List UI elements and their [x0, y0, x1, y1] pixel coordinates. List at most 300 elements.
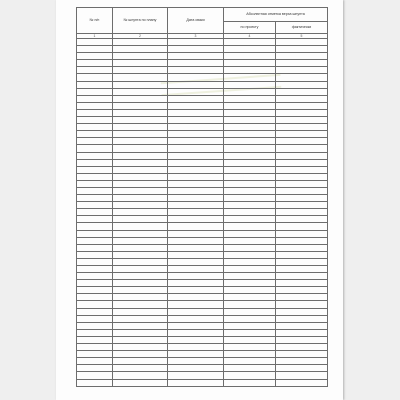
- cell-date[interactable]: [168, 81, 224, 88]
- header-by-design: по проекту: [224, 22, 276, 34]
- cell-pile-number[interactable]: [113, 301, 168, 308]
- cell-pile-number[interactable]: [113, 237, 168, 244]
- cell-by-design[interactable]: [224, 358, 276, 365]
- cell-number[interactable]: [77, 74, 113, 81]
- cell-number[interactable]: [77, 209, 113, 216]
- cell-pile-number[interactable]: [113, 365, 168, 372]
- cell-by-design[interactable]: [224, 294, 276, 301]
- table-row: [77, 209, 328, 216]
- cell-actual[interactable]: [276, 173, 328, 180]
- table-row: [77, 344, 328, 351]
- cell-by-design[interactable]: [224, 124, 276, 131]
- cell-number[interactable]: [77, 223, 113, 230]
- cell-date[interactable]: [168, 67, 224, 74]
- cell-pile-number[interactable]: [113, 131, 168, 138]
- table-row: [77, 336, 328, 343]
- table-row: [77, 216, 328, 223]
- cell-date[interactable]: [168, 216, 224, 223]
- header-elevation-group: Абсолютная отметка верха шпунта: [224, 8, 328, 22]
- cell-actual[interactable]: [276, 372, 328, 379]
- cell-by-design[interactable]: [224, 53, 276, 60]
- cell-actual[interactable]: [276, 216, 328, 223]
- cell-number[interactable]: [77, 308, 113, 315]
- cell-actual[interactable]: [276, 138, 328, 145]
- cell-by-design[interactable]: [224, 60, 276, 67]
- table-row: [77, 315, 328, 322]
- table-row: [77, 273, 328, 280]
- cell-pile-number[interactable]: [113, 294, 168, 301]
- cell-pile-number[interactable]: [113, 280, 168, 287]
- table-row: [77, 251, 328, 258]
- cell-by-design[interactable]: [224, 166, 276, 173]
- cell-date[interactable]: [168, 39, 224, 46]
- cell-actual[interactable]: [276, 244, 328, 251]
- table-row: [77, 145, 328, 152]
- cell-by-design[interactable]: [224, 351, 276, 358]
- table-row: [77, 124, 328, 131]
- cell-pile-number[interactable]: [113, 223, 168, 230]
- cell-by-design[interactable]: [224, 109, 276, 116]
- cell-date[interactable]: [168, 294, 224, 301]
- cell-by-design[interactable]: [224, 195, 276, 202]
- cell-date[interactable]: [168, 258, 224, 265]
- cell-pile-number[interactable]: [113, 46, 168, 53]
- cell-by-design[interactable]: [224, 315, 276, 322]
- cell-by-design[interactable]: [224, 173, 276, 180]
- cell-actual[interactable]: [276, 53, 328, 60]
- cell-date[interactable]: [168, 365, 224, 372]
- table-row: [77, 74, 328, 81]
- cell-date[interactable]: [168, 88, 224, 95]
- cell-by-design[interactable]: [224, 336, 276, 343]
- cell-pile-number[interactable]: [113, 159, 168, 166]
- cell-pile-number[interactable]: [113, 81, 168, 88]
- cell-by-design[interactable]: [224, 145, 276, 152]
- cell-number[interactable]: [77, 88, 113, 95]
- cell-actual[interactable]: [276, 251, 328, 258]
- cell-date[interactable]: [168, 166, 224, 173]
- cell-pile-number[interactable]: [113, 209, 168, 216]
- table-row: [77, 351, 328, 358]
- table-row: [77, 67, 328, 74]
- cell-by-design[interactable]: [224, 301, 276, 308]
- cell-by-design[interactable]: [224, 131, 276, 138]
- cell-number[interactable]: [77, 230, 113, 237]
- cell-pile-number[interactable]: [113, 145, 168, 152]
- cell-actual[interactable]: [276, 88, 328, 95]
- cell-number[interactable]: [77, 102, 113, 109]
- cell-date[interactable]: [168, 95, 224, 102]
- cell-date[interactable]: [168, 124, 224, 131]
- cell-actual[interactable]: [276, 209, 328, 216]
- table-row: [77, 195, 328, 202]
- cell-date[interactable]: [168, 53, 224, 60]
- cell-pile-number[interactable]: [113, 138, 168, 145]
- cell-date[interactable]: [168, 344, 224, 351]
- cell-by-design[interactable]: [224, 81, 276, 88]
- cell-by-design[interactable]: [224, 237, 276, 244]
- cell-date[interactable]: [168, 109, 224, 116]
- cell-actual[interactable]: [276, 152, 328, 159]
- cell-by-design[interactable]: [224, 308, 276, 315]
- cell-actual[interactable]: [276, 230, 328, 237]
- cell-actual[interactable]: [276, 131, 328, 138]
- table-row: [77, 138, 328, 145]
- cell-pile-number[interactable]: [113, 258, 168, 265]
- cell-number[interactable]: [77, 322, 113, 329]
- cell-actual[interactable]: [276, 358, 328, 365]
- header-date: Дата сваки: [168, 8, 224, 34]
- cell-number[interactable]: [77, 216, 113, 223]
- cell-date[interactable]: [168, 266, 224, 273]
- cell-actual[interactable]: [276, 102, 328, 109]
- table-row: [77, 280, 328, 287]
- cell-number[interactable]: [77, 344, 113, 351]
- table-row: [77, 117, 328, 124]
- cell-pile-number[interactable]: [113, 336, 168, 343]
- cell-actual[interactable]: [276, 39, 328, 46]
- table-row: [77, 180, 328, 187]
- cell-number[interactable]: [77, 351, 113, 358]
- cell-actual[interactable]: [276, 273, 328, 280]
- cell-pile-number[interactable]: [113, 88, 168, 95]
- cell-number[interactable]: [77, 315, 113, 322]
- cell-actual[interactable]: [276, 109, 328, 116]
- cell-date[interactable]: [168, 230, 224, 237]
- cell-by-design[interactable]: [224, 180, 276, 187]
- cell-actual[interactable]: [276, 46, 328, 53]
- cell-number[interactable]: [77, 138, 113, 145]
- cell-date[interactable]: [168, 131, 224, 138]
- table-row: [77, 379, 328, 386]
- cell-by-design[interactable]: [224, 202, 276, 209]
- cell-pile-number[interactable]: [113, 166, 168, 173]
- cell-actual[interactable]: [276, 266, 328, 273]
- cell-actual[interactable]: [276, 336, 328, 343]
- table-row: [77, 244, 328, 251]
- cell-date[interactable]: [168, 237, 224, 244]
- cell-actual[interactable]: [276, 329, 328, 336]
- cell-actual[interactable]: [276, 287, 328, 294]
- cell-pile-number[interactable]: [113, 230, 168, 237]
- cell-pile-number[interactable]: [113, 173, 168, 180]
- cell-pile-number[interactable]: [113, 273, 168, 280]
- cell-date[interactable]: [168, 152, 224, 159]
- table-row: [77, 109, 328, 116]
- cell-number[interactable]: [77, 258, 113, 265]
- cell-number[interactable]: [77, 244, 113, 251]
- cell-actual[interactable]: [276, 166, 328, 173]
- cell-date[interactable]: [168, 280, 224, 287]
- cell-date[interactable]: [168, 336, 224, 343]
- cell-pile-number[interactable]: [113, 351, 168, 358]
- cell-by-design[interactable]: [224, 95, 276, 102]
- cell-actual[interactable]: [276, 280, 328, 287]
- cell-actual[interactable]: [276, 187, 328, 194]
- cell-number[interactable]: [77, 237, 113, 244]
- cell-by-design[interactable]: [224, 329, 276, 336]
- cell-date[interactable]: [168, 322, 224, 329]
- header-pile-number: № шпунта по плану: [113, 8, 168, 34]
- table-row: [77, 53, 328, 60]
- cell-pile-number[interactable]: [113, 67, 168, 74]
- cell-pile-number[interactable]: [113, 322, 168, 329]
- table-row: [77, 152, 328, 159]
- cell-date[interactable]: [168, 145, 224, 152]
- cell-actual[interactable]: [276, 159, 328, 166]
- cell-number[interactable]: [77, 109, 113, 116]
- cell-number[interactable]: [77, 301, 113, 308]
- cell-number[interactable]: [77, 202, 113, 209]
- cell-actual[interactable]: [276, 195, 328, 202]
- cell-actual[interactable]: [276, 81, 328, 88]
- cell-pile-number[interactable]: [113, 315, 168, 322]
- cell-by-design[interactable]: [224, 216, 276, 223]
- cell-pile-number[interactable]: [113, 266, 168, 273]
- cell-number[interactable]: [77, 195, 113, 202]
- cell-by-design[interactable]: [224, 67, 276, 74]
- cell-number[interactable]: [77, 81, 113, 88]
- cell-date[interactable]: [168, 308, 224, 315]
- cell-date[interactable]: [168, 358, 224, 365]
- table-row: [77, 166, 328, 173]
- cell-number[interactable]: [77, 280, 113, 287]
- column-number: 2: [113, 34, 168, 39]
- cell-pile-number[interactable]: [113, 180, 168, 187]
- cell-by-design[interactable]: [224, 273, 276, 280]
- table-row: [77, 60, 328, 67]
- cell-number[interactable]: [77, 95, 113, 102]
- cell-by-design[interactable]: [224, 280, 276, 287]
- table-row: [77, 81, 328, 88]
- table-row: [77, 159, 328, 166]
- cell-pile-number[interactable]: [113, 329, 168, 336]
- table-row: [77, 39, 328, 46]
- cell-date[interactable]: [168, 102, 224, 109]
- cell-pile-number[interactable]: [113, 152, 168, 159]
- cell-number[interactable]: [77, 53, 113, 60]
- cell-by-design[interactable]: [224, 287, 276, 294]
- cell-date[interactable]: [168, 60, 224, 67]
- cell-date[interactable]: [168, 223, 224, 230]
- cell-actual[interactable]: [276, 258, 328, 265]
- cell-actual[interactable]: [276, 180, 328, 187]
- table-row: [77, 258, 328, 265]
- cell-pile-number[interactable]: [113, 39, 168, 46]
- cell-number[interactable]: [77, 294, 113, 301]
- cell-actual[interactable]: [276, 223, 328, 230]
- column-number: 4: [224, 34, 276, 39]
- cell-pile-number[interactable]: [113, 74, 168, 81]
- cell-number[interactable]: [77, 180, 113, 187]
- cell-number[interactable]: [77, 379, 113, 386]
- cell-by-design[interactable]: [224, 322, 276, 329]
- cell-actual[interactable]: [276, 365, 328, 372]
- table-row: [77, 102, 328, 109]
- cell-number[interactable]: [77, 145, 113, 152]
- cell-date[interactable]: [168, 351, 224, 358]
- cell-actual[interactable]: [276, 117, 328, 124]
- cell-by-design[interactable]: [224, 209, 276, 216]
- cell-actual[interactable]: [276, 124, 328, 131]
- table-row: [77, 173, 328, 180]
- cell-pile-number[interactable]: [113, 251, 168, 258]
- cell-pile-number[interactable]: [113, 95, 168, 102]
- cell-number[interactable]: [77, 67, 113, 74]
- header-actual: фактически: [276, 22, 328, 34]
- cell-number[interactable]: [77, 287, 113, 294]
- cell-pile-number[interactable]: [113, 244, 168, 251]
- cell-by-design[interactable]: [224, 251, 276, 258]
- cell-actual[interactable]: [276, 67, 328, 74]
- cell-date[interactable]: [168, 273, 224, 280]
- cell-date[interactable]: [168, 173, 224, 180]
- cell-by-design[interactable]: [224, 102, 276, 109]
- cell-pile-number[interactable]: [113, 102, 168, 109]
- cell-pile-number[interactable]: [113, 202, 168, 209]
- cell-pile-number[interactable]: [113, 344, 168, 351]
- cell-number[interactable]: [77, 266, 113, 273]
- cell-by-design[interactable]: [224, 74, 276, 81]
- table-row: [77, 308, 328, 315]
- cell-by-design[interactable]: [224, 244, 276, 251]
- cell-number[interactable]: [77, 173, 113, 180]
- cell-pile-number[interactable]: [113, 187, 168, 194]
- cell-actual[interactable]: [276, 301, 328, 308]
- cell-actual[interactable]: [276, 315, 328, 322]
- cell-date[interactable]: [168, 315, 224, 322]
- cell-number[interactable]: [77, 329, 113, 336]
- cell-number[interactable]: [77, 372, 113, 379]
- cell-actual[interactable]: [276, 237, 328, 244]
- cell-number[interactable]: [77, 152, 113, 159]
- cell-number[interactable]: [77, 251, 113, 258]
- cell-date[interactable]: [168, 244, 224, 251]
- cell-pile-number[interactable]: [113, 60, 168, 67]
- cell-by-design[interactable]: [224, 152, 276, 159]
- cell-actual[interactable]: [276, 344, 328, 351]
- cell-date[interactable]: [168, 187, 224, 194]
- cell-date[interactable]: [168, 138, 224, 145]
- cell-date[interactable]: [168, 74, 224, 81]
- table-row: [77, 287, 328, 294]
- cell-number[interactable]: [77, 358, 113, 365]
- table-row: [77, 372, 328, 379]
- cell-number[interactable]: [77, 365, 113, 372]
- cell-pile-number[interactable]: [113, 117, 168, 124]
- cell-by-design[interactable]: [224, 379, 276, 386]
- table-row: [77, 223, 328, 230]
- cell-by-design[interactable]: [224, 266, 276, 273]
- cell-by-design[interactable]: [224, 372, 276, 379]
- cell-pile-number[interactable]: [113, 195, 168, 202]
- cell-date[interactable]: [168, 329, 224, 336]
- cell-actual[interactable]: [276, 308, 328, 315]
- column-number: 5: [276, 34, 328, 39]
- table-row: [77, 237, 328, 244]
- cell-number[interactable]: [77, 60, 113, 67]
- cell-actual[interactable]: [276, 95, 328, 102]
- table-row: [77, 88, 328, 95]
- cell-actual[interactable]: [276, 202, 328, 209]
- cell-number[interactable]: [77, 39, 113, 46]
- cell-by-design[interactable]: [224, 117, 276, 124]
- cell-date[interactable]: [168, 46, 224, 53]
- table-row: [77, 202, 328, 209]
- cell-date[interactable]: [168, 251, 224, 258]
- cell-by-design[interactable]: [224, 223, 276, 230]
- table-row: [77, 46, 328, 53]
- cell-number[interactable]: [77, 159, 113, 166]
- table-row: [77, 322, 328, 329]
- cell-by-design[interactable]: [224, 88, 276, 95]
- cell-by-design[interactable]: [224, 159, 276, 166]
- cell-pile-number[interactable]: [113, 358, 168, 365]
- cell-actual[interactable]: [276, 379, 328, 386]
- cell-by-design[interactable]: [224, 187, 276, 194]
- cell-actual[interactable]: [276, 145, 328, 152]
- cell-actual[interactable]: [276, 74, 328, 81]
- cell-by-design[interactable]: [224, 46, 276, 53]
- cell-pile-number[interactable]: [113, 287, 168, 294]
- column-number: 3: [168, 34, 224, 39]
- table-row: [77, 294, 328, 301]
- cell-number[interactable]: [77, 131, 113, 138]
- cell-pile-number[interactable]: [113, 109, 168, 116]
- table-row: [77, 230, 328, 237]
- cell-pile-number[interactable]: [113, 216, 168, 223]
- cell-by-design[interactable]: [224, 138, 276, 145]
- cell-date[interactable]: [168, 117, 224, 124]
- cell-actual[interactable]: [276, 322, 328, 329]
- cell-pile-number[interactable]: [113, 124, 168, 131]
- cell-by-design[interactable]: [224, 258, 276, 265]
- table-row: [77, 365, 328, 372]
- cell-number[interactable]: [77, 336, 113, 343]
- cell-date[interactable]: [168, 195, 224, 202]
- cell-date[interactable]: [168, 372, 224, 379]
- cell-date[interactable]: [168, 180, 224, 187]
- cell-by-design[interactable]: [224, 230, 276, 237]
- cell-date[interactable]: [168, 287, 224, 294]
- cell-by-design[interactable]: [224, 39, 276, 46]
- cell-actual[interactable]: [276, 60, 328, 67]
- cell-by-design[interactable]: [224, 344, 276, 351]
- cell-number[interactable]: [77, 273, 113, 280]
- cell-pile-number[interactable]: [113, 372, 168, 379]
- table-row: [77, 266, 328, 273]
- form-page: [56, 0, 343, 400]
- cell-pile-number[interactable]: [113, 53, 168, 60]
- cell-number[interactable]: [77, 187, 113, 194]
- cell-number[interactable]: [77, 166, 113, 173]
- cell-actual[interactable]: [276, 351, 328, 358]
- cell-number[interactable]: [77, 46, 113, 53]
- cell-number[interactable]: [77, 124, 113, 131]
- cell-date[interactable]: [168, 202, 224, 209]
- cell-pile-number[interactable]: [113, 308, 168, 315]
- cell-date[interactable]: [168, 209, 224, 216]
- cell-number[interactable]: [77, 117, 113, 124]
- cell-actual[interactable]: [276, 294, 328, 301]
- table-row: [77, 131, 328, 138]
- cell-pile-number[interactable]: [113, 379, 168, 386]
- cell-date[interactable]: [168, 301, 224, 308]
- cell-by-design[interactable]: [224, 365, 276, 372]
- header-row: [77, 8, 328, 22]
- cell-date[interactable]: [168, 379, 224, 386]
- cell-date[interactable]: [168, 159, 224, 166]
